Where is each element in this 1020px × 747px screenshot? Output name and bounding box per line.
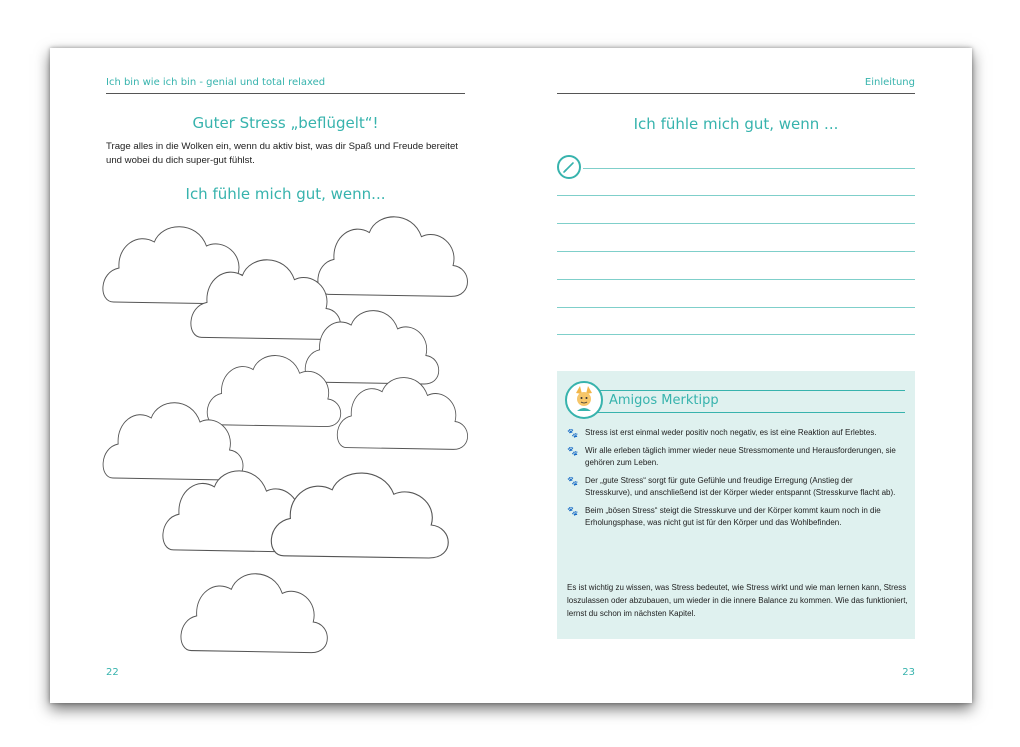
tip-item: [567, 445, 897, 470]
cloud-2[interactable]: [318, 217, 468, 297]
writing-line[interactable]: [557, 279, 915, 280]
tip-title: Amigos Merktipp: [609, 393, 719, 408]
tip-outro-text: Es ist wichtig zu wissen, was Stress bedeutet, wie Stress wirkt und wie man lernen kann, Stress loszulassen oder abzubauen, um wieder in die innere Balance zu kommen. Wie das funktioniert, lernst du schon im nächsten Kapitel.: [567, 583, 908, 618]
paw-icon: 🐾: [567, 445, 579, 456]
cloud-6[interactable]: [337, 378, 467, 450]
tip-header-rule-top: [597, 390, 905, 391]
tip-item: [567, 427, 897, 440]
page-heading-left: Guter Stress „beflügelt“!: [192, 114, 379, 132]
tip-item-text: Der „gute Stress“ sorgt für gute Gefühle und freudige Erregung (Anstieg der Stresskurve), und anschließend ist der Körper wieder entspannt (Stresskurve flacht ab).: [585, 475, 896, 497]
paw-icon: 🐾: [567, 428, 579, 438]
writing-line[interactable]: [557, 195, 915, 196]
writing-line[interactable]: [557, 251, 915, 252]
writing-line[interactable]: [557, 223, 915, 224]
tip-item-text: Beim „bösen Stress“ steigt die Stresskurve und der Körper kommt kaum noch in die Erholungsphase, was nicht gut ist für den Körper und das Wohlbefinden.: [585, 505, 881, 527]
tip-list: [567, 427, 897, 535]
tip-header-rule-bottom: [597, 412, 905, 413]
book-spread: [50, 48, 972, 703]
cloud-section-heading: Ich fühle mich gut, wenn...: [185, 185, 386, 203]
running-title-left: Ich bin wie ich bin - genial und total relaxed: [106, 77, 326, 88]
amigo-mascot-icon: [565, 381, 603, 419]
cloud-9[interactable]: [271, 473, 448, 558]
writing-line[interactable]: [557, 334, 915, 335]
writing-line[interactable]: [583, 168, 915, 169]
page-number-left: 22: [106, 667, 119, 678]
running-title-right: Einleitung: [864, 77, 915, 88]
pencil-icon: [557, 155, 581, 179]
writing-line[interactable]: [557, 307, 915, 308]
tip-item-text: Wir alle erleben täglich immer wieder neue Stressmomente und Herausforderungen, sie gehören zum Leben.: [585, 445, 896, 467]
paw-icon: 🐾: [567, 505, 579, 516]
intro-text: Trage alles in die Wolken ein, wenn du aktiv bist, was dir Spaß und Freude bereitet und wobei du dich super-gut fühlst.: [106, 141, 458, 166]
tip-item: [567, 505, 897, 530]
tip-item: [567, 475, 897, 500]
tip-box: [557, 371, 915, 639]
header-rule-right: [557, 93, 915, 94]
page-heading-right: Ich fühle mich gut, wenn ...: [633, 115, 839, 133]
page-number-right: 23: [902, 667, 915, 678]
paw-icon: 🐾: [567, 475, 579, 486]
cloud-10[interactable]: [181, 574, 327, 653]
tip-item-text: Stress ist erst einmal weder positiv noch negativ, es ist eine Reaktion auf Erlebtes.: [585, 428, 877, 437]
